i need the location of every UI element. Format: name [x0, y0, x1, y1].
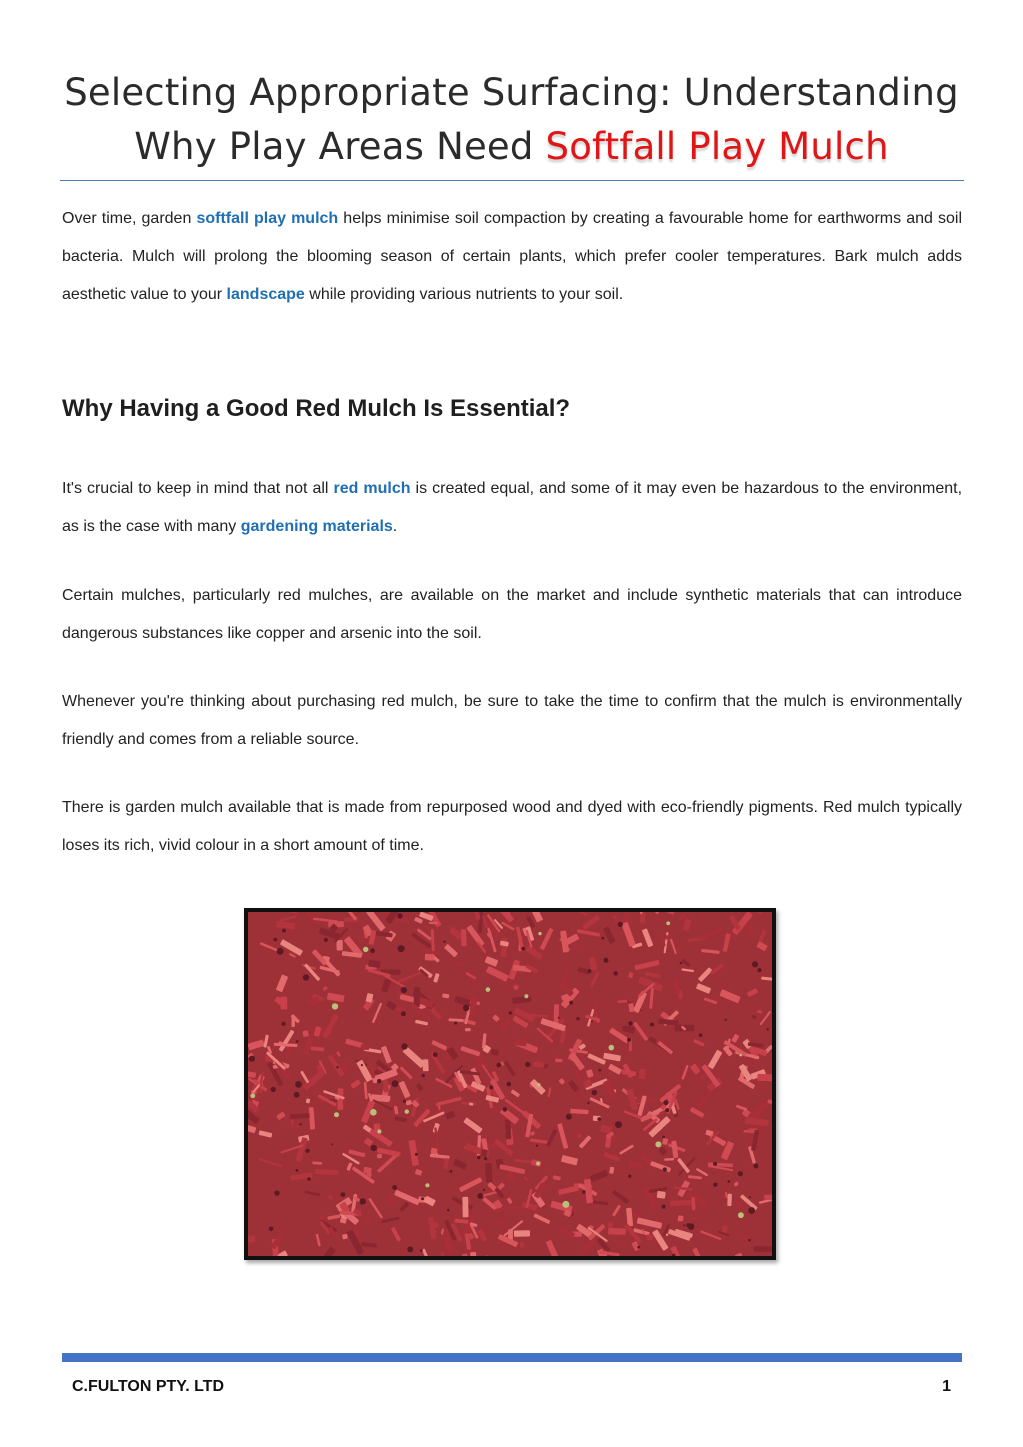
gardening-materials-link[interactable]: gardening materials — [240, 518, 393, 535]
landscape-link[interactable]: landscape — [226, 286, 305, 303]
intro-text-2: helps minimise soil compaction by creating a favourable home for earthworms and soil bacteria. Mulch will prolong the blooming season of certain plants, which prefer cooler temperatures. Bark mulch adds aesthetic value to your — [62, 210, 962, 303]
title-line-2-prefix: Why Play Areas Need — [134, 125, 546, 168]
p1-text-3: . — [392, 518, 398, 535]
title-softfall-link[interactable]: Softfall Play Mulch — [545, 125, 889, 168]
softfall-play-mulch-link[interactable]: softfall play mulch — [196, 210, 339, 227]
footer-company: C.FULTON PTY. LTD — [72, 1378, 224, 1395]
paragraph-red-mulch — [62, 470, 962, 546]
red-mulch-link[interactable]: red mulch — [333, 480, 411, 497]
mulch-texture-image — [248, 912, 772, 1256]
p1-text-2: is created equal, and some of it may even be hazardous to the environment, as is the case with many — [62, 480, 963, 535]
intro-paragraph — [62, 200, 962, 314]
footer-divider — [62, 1353, 962, 1362]
title-divider — [60, 180, 964, 181]
paragraph-repurposed-wood: There is garden mulch available that is made from repurposed wood and dyed with eco-friendly pigments. Red mulch typically loses its rich, vivid colour in a short amount of time. — [62, 799, 962, 854]
intro-text-1: Over time, garden — [62, 210, 197, 227]
title-line-1: Selecting Appropriate Surfacing: Understanding — [64, 71, 959, 114]
paragraph-purchasing: Whenever you're thinking about purchasing red mulch, be sure to take the time to confirm that the mulch is environmentally friendly and comes from a reliable source. — [62, 693, 962, 748]
paragraph-synthetic: Certain mulches, particularly red mulches, are available on the market and include synthetic materials that can introduce dangerous substances like copper and arsenic into the soil. — [62, 587, 962, 642]
section-heading: Why Having a Good Red Mulch Is Essential? — [62, 395, 571, 422]
p1-text-1: It's crucial to keep in mind that not all — [62, 480, 334, 497]
intro-text-3: while providing various nutrients to your soil. — [304, 286, 624, 303]
page-title — [40, 66, 983, 174]
page-number: 1 — [942, 1378, 951, 1395]
red-mulch-photo — [244, 908, 776, 1260]
